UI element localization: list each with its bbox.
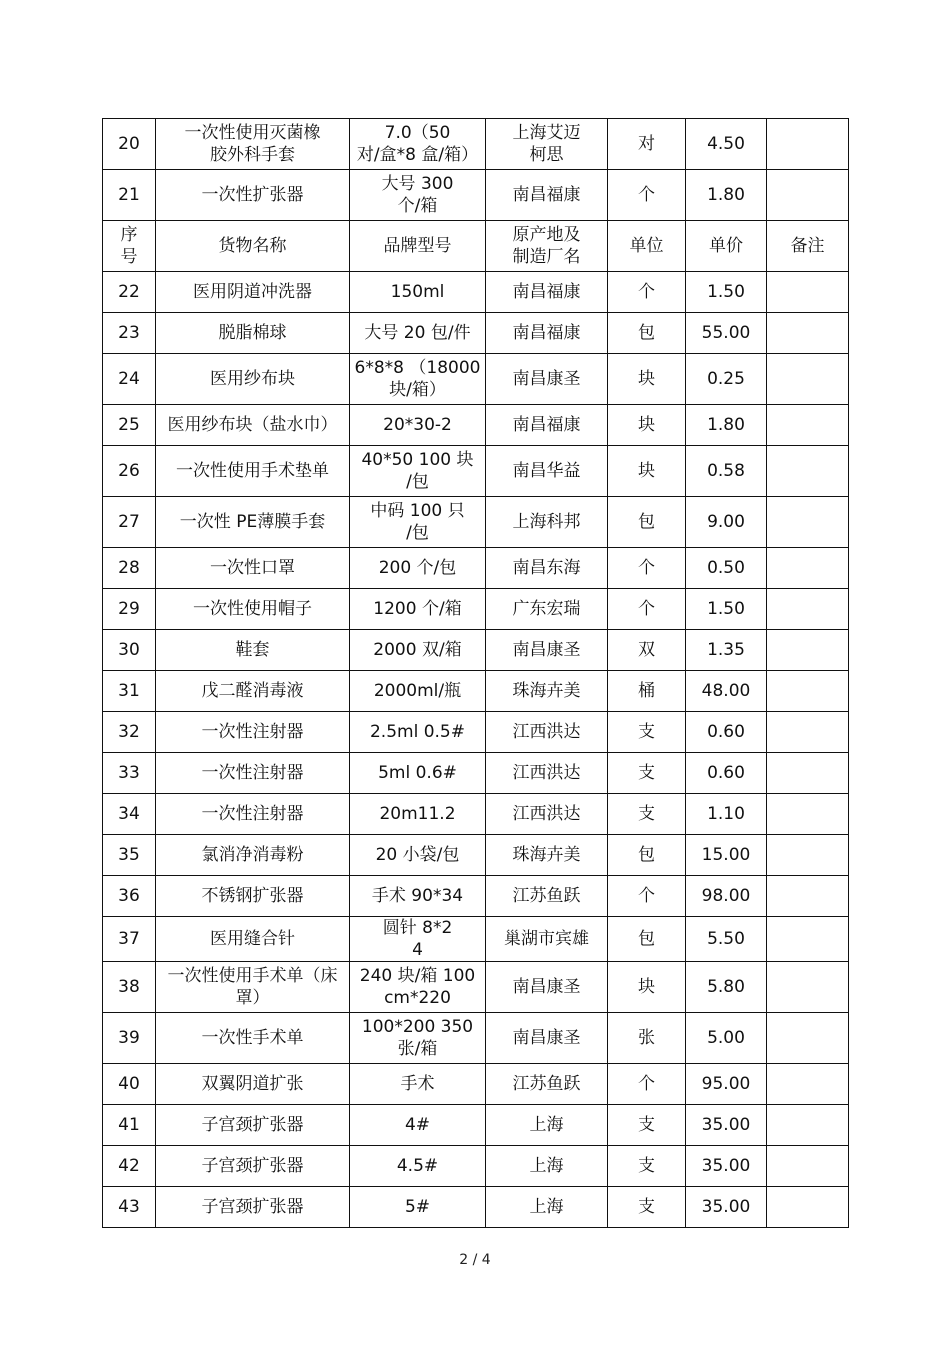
header-name: 货物名称: [156, 221, 350, 272]
cell-name: 一次性扩张器: [156, 170, 350, 221]
cell-price: 1.80: [686, 405, 767, 446]
cell-note: [767, 170, 849, 221]
cell-model: 中码 100 只 /包: [350, 497, 486, 548]
cell-note: [767, 794, 849, 835]
cell-note: [767, 917, 849, 962]
cell-unit: 桶: [608, 671, 686, 712]
cell-price: 35.00: [686, 1146, 767, 1187]
cell-price: 5.00: [686, 1013, 767, 1064]
cell-model: 大号 300 个/箱: [350, 170, 486, 221]
cell-price: 1.35: [686, 630, 767, 671]
cell-name: 子宫颈扩张器: [156, 1187, 350, 1228]
cell-maker: 南昌康圣: [486, 962, 608, 1013]
cell-model: 40*50 100 块 /包: [350, 446, 486, 497]
cell-name: 一次性口罩: [156, 548, 350, 589]
cell-maker: 江苏鱼跃: [486, 1064, 608, 1105]
cell-note: [767, 405, 849, 446]
cell-maker: 南昌康圣: [486, 630, 608, 671]
cell-unit: 张: [608, 1013, 686, 1064]
cell-unit: 支: [608, 753, 686, 794]
cell-price: 55.00: [686, 313, 767, 354]
cell-unit: 包: [608, 917, 686, 962]
table-row: [103, 548, 849, 589]
cell-name: 一次性手术单: [156, 1013, 350, 1064]
table-row: [103, 1013, 849, 1064]
cell-maker: 南昌福康: [486, 272, 608, 313]
cell-index: 24: [103, 354, 156, 405]
cell-name: 一次性使用帽子: [156, 589, 350, 630]
cell-maker: 珠海卉美: [486, 671, 608, 712]
table-row: [103, 962, 849, 1013]
table-row: [103, 917, 849, 962]
header-index: 序 号: [103, 221, 156, 272]
cell-index: 21: [103, 170, 156, 221]
cell-unit: 支: [608, 794, 686, 835]
cell-maker: 上海科邦: [486, 497, 608, 548]
table-row: [103, 671, 849, 712]
cell-name: 子宫颈扩张器: [156, 1146, 350, 1187]
header-note: 备注: [767, 221, 849, 272]
cell-index: 29: [103, 589, 156, 630]
table-row: [103, 835, 849, 876]
table-row: [103, 753, 849, 794]
cell-unit: 支: [608, 1187, 686, 1228]
cell-price: 35.00: [686, 1187, 767, 1228]
cell-note: [767, 712, 849, 753]
cell-unit: 个: [608, 589, 686, 630]
table-row: [103, 446, 849, 497]
cell-model: 6*8*8 （18000 块/箱）: [350, 354, 486, 405]
cell-note: [767, 835, 849, 876]
cell-maker: 南昌康圣: [486, 354, 608, 405]
cell-model: 4.5#: [350, 1146, 486, 1187]
cell-name: 医用纱布块: [156, 354, 350, 405]
cell-index: 36: [103, 876, 156, 917]
cell-name: 一次性使用灭菌橡 胶外科手套: [156, 119, 350, 170]
cell-name: 一次性注射器: [156, 753, 350, 794]
table-row: [103, 497, 849, 548]
table-row: [103, 589, 849, 630]
cell-unit: 包: [608, 313, 686, 354]
cell-maker: 南昌康圣: [486, 1013, 608, 1064]
cell-price: 5.50: [686, 917, 767, 962]
cell-model: 20*30-2: [350, 405, 486, 446]
cell-price: 95.00: [686, 1064, 767, 1105]
cell-note: [767, 1013, 849, 1064]
cell-unit: 双: [608, 630, 686, 671]
cell-price: 48.00: [686, 671, 767, 712]
cell-name: 脱脂棉球: [156, 313, 350, 354]
cell-unit: 块: [608, 354, 686, 405]
cell-note: [767, 497, 849, 548]
cell-index: 28: [103, 548, 156, 589]
cell-note: [767, 1146, 849, 1187]
cell-unit: 个: [608, 548, 686, 589]
table-row: [103, 712, 849, 753]
cell-index: 27: [103, 497, 156, 548]
cell-index: 42: [103, 1146, 156, 1187]
cell-name: 不锈钢扩张器: [156, 876, 350, 917]
cell-note: [767, 589, 849, 630]
table-row: [103, 630, 849, 671]
cell-unit: 支: [608, 712, 686, 753]
cell-model: 1200 个/箱: [350, 589, 486, 630]
cell-model: 4#: [350, 1105, 486, 1146]
goods-table: [102, 118, 849, 1228]
cell-maker: 珠海卉美: [486, 835, 608, 876]
cell-index: 32: [103, 712, 156, 753]
cell-maker: 江西洪达: [486, 712, 608, 753]
cell-name: 医用纱布块（盐水巾）: [156, 405, 350, 446]
cell-model: 圆针 8*2 4: [350, 917, 486, 962]
cell-unit: 块: [608, 446, 686, 497]
cell-model: 100*200 350张/箱: [350, 1013, 486, 1064]
cell-maker: 上海艾迈 柯思: [486, 119, 608, 170]
cell-name: 氯消净消毒粉: [156, 835, 350, 876]
cell-name: 一次性注射器: [156, 794, 350, 835]
cell-name: 一次性 PE薄膜手套: [156, 497, 350, 548]
cell-price: 1.10: [686, 794, 767, 835]
cell-unit: 个: [608, 1064, 686, 1105]
table-row: [103, 405, 849, 446]
cell-note: [767, 1064, 849, 1105]
cell-unit: 对: [608, 119, 686, 170]
table-row: [103, 354, 849, 405]
cell-model: 240 块/箱 100 cm*220: [350, 962, 486, 1013]
cell-index: 25: [103, 405, 156, 446]
cell-name: 鞋套: [156, 630, 350, 671]
table-row: [103, 1064, 849, 1105]
cell-unit: 包: [608, 835, 686, 876]
cell-name: 医用缝合针: [156, 917, 350, 962]
cell-note: [767, 313, 849, 354]
header-model: 品牌型号: [350, 221, 486, 272]
cell-name: 戊二醛消毒液: [156, 671, 350, 712]
cell-index: 38: [103, 962, 156, 1013]
cell-maker: 南昌福康: [486, 405, 608, 446]
cell-maker: 上海: [486, 1187, 608, 1228]
cell-maker: 上海: [486, 1105, 608, 1146]
cell-maker: 江西洪达: [486, 794, 608, 835]
cell-name: 一次性注射器: [156, 712, 350, 753]
cell-unit: 个: [608, 272, 686, 313]
cell-model: 20 小袋/包: [350, 835, 486, 876]
cell-note: [767, 630, 849, 671]
cell-name: 一次性使用手术单（床罩）: [156, 962, 350, 1013]
cell-index: 22: [103, 272, 156, 313]
cell-price: 35.00: [686, 1105, 767, 1146]
cell-index: 43: [103, 1187, 156, 1228]
table-row: [103, 1187, 849, 1228]
cell-model: 手术 90*34: [350, 876, 486, 917]
cell-name: 医用阴道冲洗器: [156, 272, 350, 313]
cell-price: 1.50: [686, 272, 767, 313]
cell-price: 15.00: [686, 835, 767, 876]
cell-index: 23: [103, 313, 156, 354]
table-row: [103, 170, 849, 221]
cell-name: 子宫颈扩张器: [156, 1105, 350, 1146]
cell-index: 33: [103, 753, 156, 794]
cell-note: [767, 1105, 849, 1146]
table-row: [103, 794, 849, 835]
header-maker: 原产地及 制造厂名: [486, 221, 608, 272]
cell-unit: 包: [608, 497, 686, 548]
cell-note: [767, 753, 849, 794]
cell-note: [767, 272, 849, 313]
cell-price: 9.00: [686, 497, 767, 548]
cell-model: 5ml 0.6#: [350, 753, 486, 794]
table-row: [103, 1146, 849, 1187]
cell-note: [767, 1187, 849, 1228]
table-row: [103, 313, 849, 354]
cell-unit: 支: [608, 1105, 686, 1146]
cell-model: 2.5ml 0.5#: [350, 712, 486, 753]
cell-price: 1.50: [686, 589, 767, 630]
cell-price: 0.58: [686, 446, 767, 497]
cell-index: 31: [103, 671, 156, 712]
table-row: [103, 876, 849, 917]
header-price: 单价: [686, 221, 767, 272]
cell-index: 35: [103, 835, 156, 876]
page-number: 2 / 4: [459, 1252, 491, 1268]
cell-maker: 南昌华益: [486, 446, 608, 497]
header-unit: 单位: [608, 221, 686, 272]
cell-model: 20m11.2: [350, 794, 486, 835]
cell-price: 0.50: [686, 548, 767, 589]
cell-maker: 巢湖市宾雄: [486, 917, 608, 962]
cell-unit: 块: [608, 962, 686, 1013]
cell-note: [767, 119, 849, 170]
cell-model: 7.0（50 对/盒*8 盒/箱）: [350, 119, 486, 170]
cell-unit: 支: [608, 1146, 686, 1187]
cell-maker: 上海: [486, 1146, 608, 1187]
cell-index: 37: [103, 917, 156, 962]
cell-maker: 南昌东海: [486, 548, 608, 589]
cell-model: 2000 双/箱: [350, 630, 486, 671]
cell-model: 手术: [350, 1064, 486, 1105]
cell-maker: 江西洪达: [486, 753, 608, 794]
cell-unit: 个: [608, 170, 686, 221]
cell-note: [767, 671, 849, 712]
cell-price: 5.80: [686, 962, 767, 1013]
cell-model: 150ml: [350, 272, 486, 313]
cell-index: 26: [103, 446, 156, 497]
table-row: [103, 119, 849, 170]
cell-unit: 个: [608, 876, 686, 917]
cell-index: 34: [103, 794, 156, 835]
cell-note: [767, 876, 849, 917]
table-row: [103, 272, 849, 313]
cell-maker: 南昌福康: [486, 313, 608, 354]
cell-model: 200 个/包: [350, 548, 486, 589]
cell-index: 20: [103, 119, 156, 170]
cell-unit: 块: [608, 405, 686, 446]
cell-index: 39: [103, 1013, 156, 1064]
cell-index: 41: [103, 1105, 156, 1146]
cell-maker: 江苏鱼跃: [486, 876, 608, 917]
cell-note: [767, 548, 849, 589]
cell-model: 5#: [350, 1187, 486, 1228]
cell-price: 1.80: [686, 170, 767, 221]
cell-price: 0.25: [686, 354, 767, 405]
cell-index: 30: [103, 630, 156, 671]
cell-note: [767, 446, 849, 497]
table-header-row: [103, 221, 849, 272]
cell-index: 40: [103, 1064, 156, 1105]
cell-price: 98.00: [686, 876, 767, 917]
cell-note: [767, 962, 849, 1013]
cell-model: 大号 20 包/件: [350, 313, 486, 354]
table-row: [103, 1105, 849, 1146]
cell-name: 双翼阴道扩张: [156, 1064, 350, 1105]
cell-note: [767, 354, 849, 405]
cell-price: 0.60: [686, 712, 767, 753]
cell-price: 0.60: [686, 753, 767, 794]
cell-maker: 南昌福康: [486, 170, 608, 221]
cell-price: 4.50: [686, 119, 767, 170]
cell-name: 一次性使用手术垫单: [156, 446, 350, 497]
cell-model: 2000ml/瓶: [350, 671, 486, 712]
cell-maker: 广东宏瑞: [486, 589, 608, 630]
